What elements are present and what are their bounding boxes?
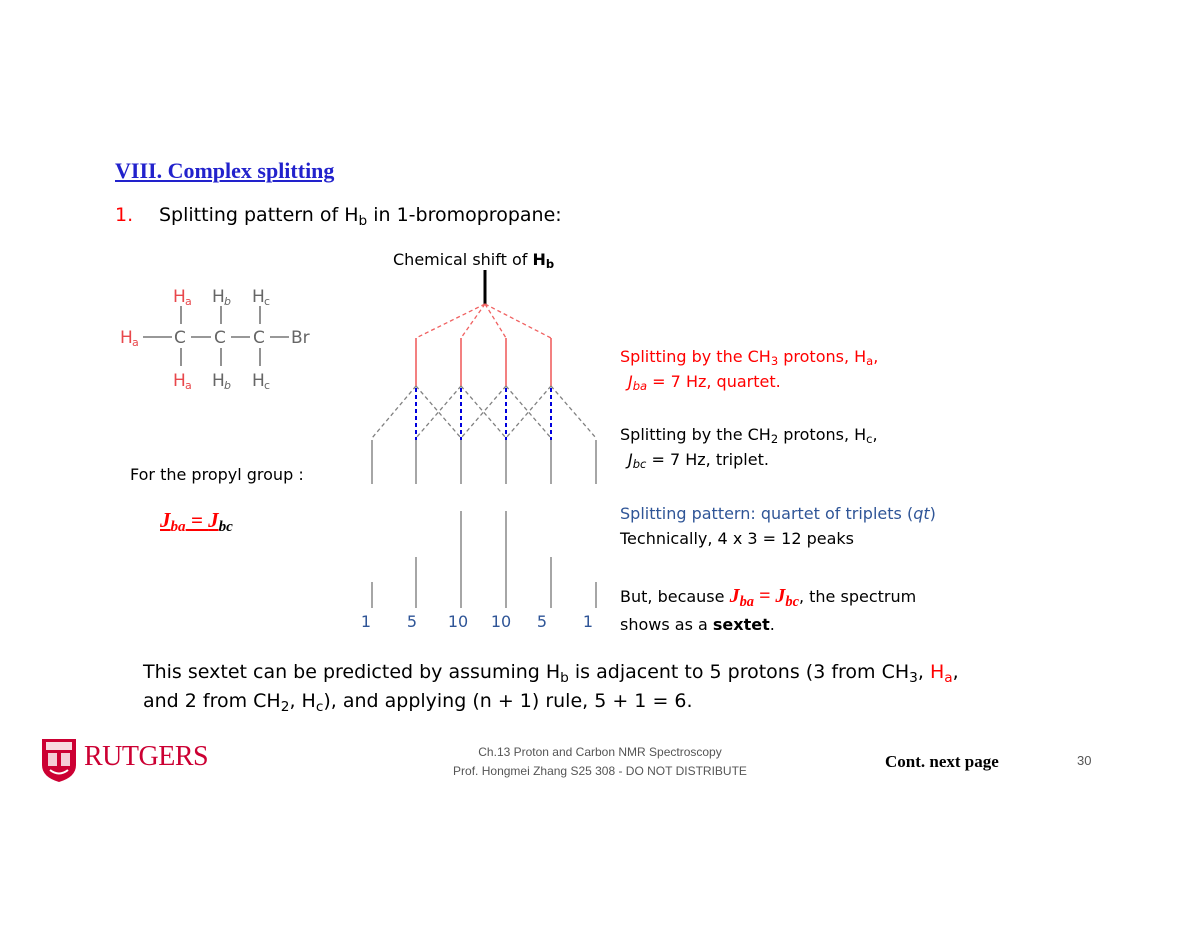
intensity-6: 1 (582, 612, 594, 631)
note2-sub2: c (866, 432, 873, 447)
explain-line2-c: ), and applying (n + 1) rule, 5 + 1 = 6. (323, 690, 693, 712)
note4-text: But, because (620, 587, 730, 606)
mol-left-sub: a (132, 336, 139, 349)
triplet-branch (551, 386, 596, 438)
continued-note: Cont. next page (885, 752, 999, 771)
mol-bottom-h-3: H (252, 371, 265, 391)
propyl-group-label: For the propyl group : (130, 465, 304, 484)
mol-top-h-1: H (173, 287, 186, 307)
note2-text: Splitting by the CH (620, 425, 771, 444)
note2-j: J (628, 450, 633, 469)
note2-text-b: protons, H (778, 425, 867, 444)
mol-left-h: H (120, 328, 133, 348)
jeq-j2-sub: bc (218, 519, 233, 536)
explain-comma: , (952, 661, 959, 683)
note1-sub: 3 (770, 354, 779, 369)
note3-paren: ) (929, 504, 936, 523)
note1-text: Splitting by the CH (620, 347, 771, 366)
intensity-5: 5 (536, 612, 548, 631)
explain-line2-a: and 2 from CH (143, 690, 281, 712)
note-ch2-splitting (620, 422, 878, 472)
triplet-branch (372, 386, 416, 438)
explain-text-1: This sextet can be predicted by assuming H (143, 661, 561, 683)
mol-top-sub-2: b (224, 295, 231, 308)
mol-bottom-sub-2: b (224, 379, 231, 392)
note3-peaks: Technically, 4 x 3 = 12 peaks (620, 529, 854, 548)
mol-carbon-1: C (174, 328, 186, 348)
chemical-shift-label (393, 250, 555, 272)
explain-sub-1: b (560, 669, 569, 686)
jeq-j2: J (208, 508, 219, 532)
explain-line2-sub: 2 (280, 698, 290, 715)
note2-value: = 7 Hz, triplet. (646, 450, 769, 469)
explain-ha-sub: a (944, 669, 953, 686)
rutgers-logo (40, 737, 210, 783)
note3-qt: qt (913, 504, 930, 523)
note4-sextet: sextet (712, 615, 770, 634)
item-number: 1. (115, 204, 134, 226)
slide-footer (420, 743, 780, 781)
jeq-j1: J (160, 508, 171, 532)
note1-value: = 7 Hz, quartet. (647, 372, 781, 391)
explain-line2-sub2: c (315, 698, 324, 715)
note4-eq: = (753, 585, 776, 607)
explain-sub-2: 3 (909, 669, 918, 686)
quartet-branch-3 (485, 304, 506, 338)
item-text-b: in 1-bromopropane: (367, 204, 562, 226)
j-equality (160, 508, 233, 536)
note4-period: . (769, 615, 775, 634)
rutgers-wordmark: RUTGERS (84, 741, 209, 772)
note4-line2: shows as a (620, 615, 713, 634)
mol-bromine: Br (291, 328, 310, 348)
footer-instructor: Prof. Hongmei Zhang S25 308 - DO NOT DISTRIBUTE (453, 764, 747, 778)
note1-j: J (628, 372, 633, 391)
note-sextet (620, 582, 916, 639)
note2-comma: , (872, 425, 878, 444)
note3-text: Splitting pattern: quartet of triplets ( (620, 504, 914, 523)
rutgers-shield-icon (40, 737, 78, 783)
explain-text-2: is adjacent to 5 protons (3 from CH (568, 661, 910, 683)
mol-bottom-h-2: H (212, 371, 225, 391)
note1-sub2: a (866, 354, 874, 369)
mol-carbon-2: C (214, 328, 226, 348)
quartet-branch-1 (416, 304, 485, 338)
mol-bottom-h-1: H (173, 371, 186, 391)
note1-comma: , (873, 347, 879, 366)
note4-j1-sub: ba (739, 594, 754, 611)
explain-line2-b: , H (289, 690, 316, 712)
mol-bottom-sub-3: c (264, 379, 271, 392)
item-text-a: Splitting pattern of H (159, 204, 359, 226)
note-splitting-pattern (620, 501, 936, 551)
note-ch3-splitting (620, 344, 878, 394)
mol-top-sub-3: c (264, 295, 271, 308)
item-text-sub: b (358, 212, 368, 229)
intensity-3: 10 (447, 612, 469, 631)
chemical-shift-sub: b (545, 257, 555, 272)
jeq-eq: = (185, 508, 209, 532)
explain-text-3: , (917, 661, 930, 683)
jeq-j1-sub: ba (170, 519, 186, 536)
sextet-intensities (355, 612, 615, 634)
intensity-4: 10 (490, 612, 512, 631)
note4-j2: J (775, 585, 786, 607)
splitting-tree-diagram (355, 268, 615, 608)
note2-j-sub: bc (632, 457, 647, 472)
quartet-branch-4 (485, 304, 551, 338)
note4-j1: J (729, 585, 740, 607)
mol-carbon-3: C (253, 328, 265, 348)
note1-text-b: protons, H (778, 347, 867, 366)
note4-text-b: , the spectrum (798, 587, 917, 606)
sextet-explanation (143, 658, 959, 716)
bromopropane-structure (115, 282, 325, 397)
chemical-shift-h: H (532, 250, 546, 269)
mol-top-h-2: H (212, 287, 225, 307)
note1-j-sub: ba (632, 379, 648, 394)
mol-top-sub-1: a (185, 295, 192, 308)
page-number: 30 (1077, 753, 1092, 768)
item-1-heading (115, 204, 562, 229)
mol-top-h-3: H (252, 287, 265, 307)
footer-course: Ch.13 Proton and Carbon NMR Spectroscopy (478, 745, 722, 759)
section-title: VIII. Complex splitting (115, 158, 335, 183)
intensity-1: 1 (360, 612, 372, 631)
note4-j2-sub: bc (785, 594, 799, 611)
chemical-shift-text: Chemical shift of (393, 250, 533, 269)
quartet-branch-2 (461, 304, 485, 338)
intensity-2: 5 (406, 612, 418, 631)
note2-sub: 2 (770, 432, 779, 447)
explain-ha: H (929, 661, 945, 683)
mol-bottom-sub-1: a (185, 379, 192, 392)
